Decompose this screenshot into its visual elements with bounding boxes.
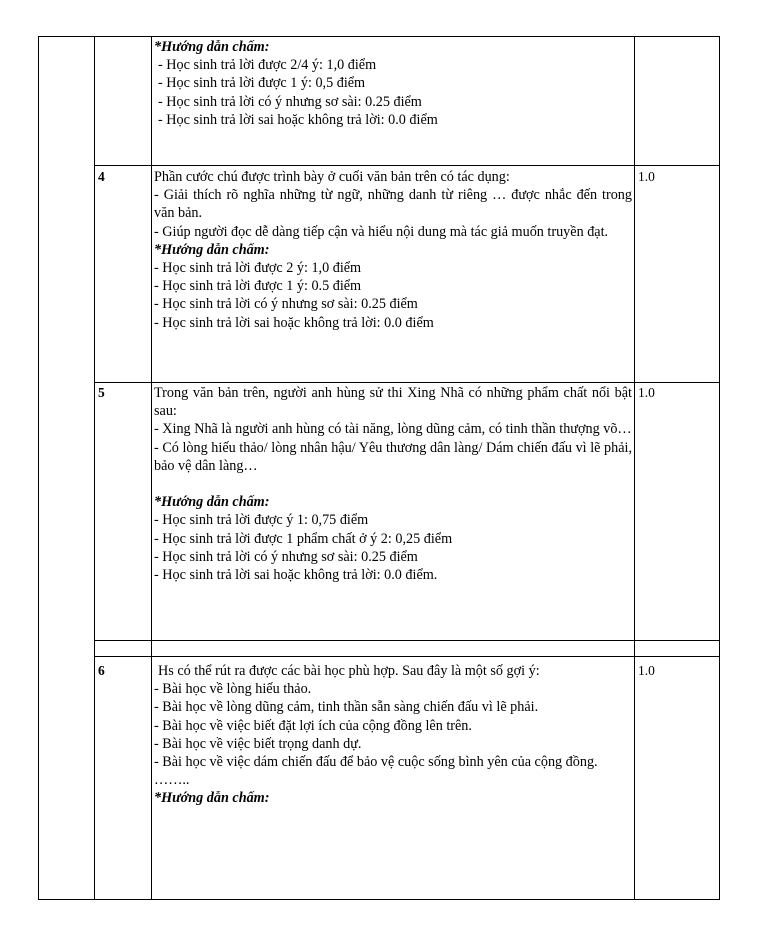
blank-line <box>154 475 632 493</box>
question-number: 6 <box>98 663 105 678</box>
row-divider <box>94 382 720 383</box>
row-divider <box>94 165 720 166</box>
question-score: 1.0 <box>638 663 655 678</box>
answer-content <box>154 168 632 332</box>
content-line: - Học sinh trả lời được 1 phẩm chất ở ý 2: 0,25 điểm <box>154 530 453 547</box>
content-line: - Có lòng hiếu thảo/ lòng nhân hậu/ Yêu thương dân làng/ Dám chiến đấu vì lẽ phải, bảo vệ dân làng… <box>154 439 632 474</box>
content-line: - Bài học về lòng hiếu thảo. <box>154 681 312 698</box>
content-line: - Học sinh trả lời sai hoặc không trả lời: 0.0 điểm. <box>154 567 438 584</box>
content-line: - Bài học về việc biết đặt lợi ích của cộng đồng lên trên. <box>154 717 472 734</box>
content-line: - Bài học về lòng dũng cảm, tinh thần sẵn sàng chiến đấu vì lẽ phải. <box>154 699 539 716</box>
answer-content <box>154 662 632 808</box>
answer-content <box>154 38 632 129</box>
table-top-border <box>38 36 720 37</box>
question-score: 1.0 <box>638 385 655 400</box>
content-line: - Học sinh trả lời được 1 ý: 0,5 điểm <box>158 75 366 92</box>
content-line: - Học sinh trả lời có ý nhưng sơ sài: 0.25 điểm <box>158 93 422 110</box>
content-line: - Bài học về việc biết trọng danh dự. <box>154 735 362 752</box>
row-divider <box>94 656 720 657</box>
grading-guide-heading: *Hướng dẫn chấm: <box>154 790 270 807</box>
content-line: - Học sinh trả lời có ý nhưng sơ sài: 0.25 điểm <box>154 548 418 565</box>
content-line: - Bài học về việc dám chiến đấu để bảo vệ cuộc sống bình yên của cộng đồng. <box>154 754 598 771</box>
content-line: - Học sinh trả lời được ý 1: 0,75 điểm <box>154 512 369 529</box>
content-line: …….. <box>154 772 190 789</box>
content-line: Trong văn bản trên, người anh hùng sử thi Xing Nhã có những phẩm chất nổi bật sau: <box>154 385 632 420</box>
content-line: - Giải thích rõ nghĩa những từ ngữ, những danh từ riêng … được nhắc đến trong văn bản. <box>154 187 632 222</box>
content-line: - Học sinh trả lời được 2/4 ý: 1,0 điểm <box>158 57 377 74</box>
answer-content <box>154 384 632 584</box>
content-line: - Học sinh trả lời sai hoặc không trả lời: 0.0 điểm <box>158 111 438 128</box>
question-number: 4 <box>98 169 105 184</box>
question-score: 1.0 <box>638 169 655 184</box>
grading-guide-heading: *Hướng dẫn chấm: <box>154 494 270 511</box>
content-line: Phần cước chú được trình bày ở cuối văn bản trên có tác dụng: <box>154 169 510 185</box>
grading-guide-heading: *Hướng dẫn chấm: <box>154 39 270 55</box>
content-line: Hs có thể rút ra được các bài học phù hợp. Sau đây là một số gợi ý: <box>158 663 540 679</box>
content-line: - Học sinh trả lời có ý nhưng sơ sài: 0.25 điểm <box>154 296 418 313</box>
content-line: - Học sinh trả lời được 2 ý: 1,0 điểm <box>154 260 362 277</box>
content-line: - Giúp người đọc dễ dàng tiếp cận và hiểu nội dung mà tác giả muốn truyền đạt. <box>154 223 609 240</box>
content-line: - Học sinh trả lời được 1 ý: 0.5 điểm <box>154 278 362 295</box>
content-line: - Xing Nhã là người anh hùng có tài năng, lòng dũng cảm, có tinh thần thượng võ… <box>154 421 632 438</box>
grading-guide-heading: *Hướng dẫn chấm: <box>154 241 270 258</box>
content-line: - Học sinh trả lời sai hoặc không trả lời: 0.0 điểm <box>154 314 434 331</box>
question-number: 5 <box>98 385 105 400</box>
row-divider <box>94 640 720 641</box>
